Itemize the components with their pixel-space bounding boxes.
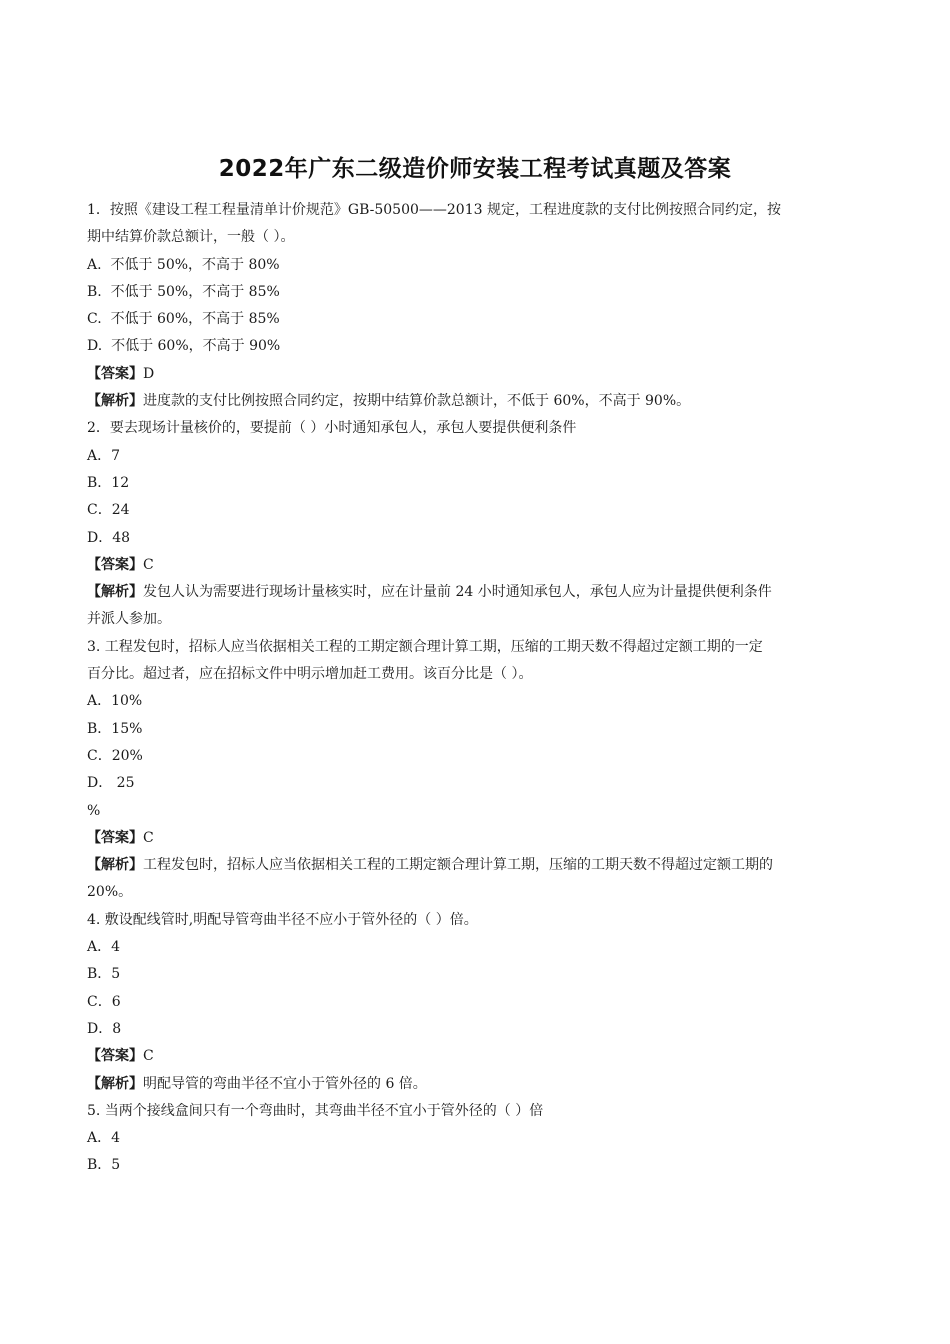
- question-4-option-b: B．5: [87, 966, 121, 983]
- question-4-answer: [87, 1043, 877, 1070]
- question-3-option-b: B．15%: [87, 720, 143, 737]
- question-1: [87, 197, 877, 415]
- question-3-option-a: A．10%: [87, 693, 143, 710]
- question-5-option-a: A．4: [87, 1130, 121, 1147]
- question-2-analysis-line-2: 并派人参加。: [87, 611, 171, 628]
- analysis-text: 进度款的支付比例按照合同约定，按期中结算价款总额计，不低于 60%，不高于 90%。: [143, 393, 691, 410]
- question-5: [87, 1098, 877, 1180]
- answer-label: 【答案】: [87, 556, 143, 573]
- question-1-option-b: B. 不低于 50%，不高于 85%: [87, 283, 280, 300]
- answer-value: D: [143, 365, 155, 382]
- question-4: [87, 907, 877, 1098]
- answer-label: 【答案】: [87, 365, 143, 382]
- question-1-stem-line-1: 1．按照《建设工程工程量清单计价规范》GB-50500——2013 规定，工程进度款的支付比例按照合同约定，按: [87, 202, 781, 218]
- analysis-text: 工程发包时，招标人应当依据相关工程的工期定额合理计算工期，压缩的工期天数不得超过定额工期的: [143, 857, 773, 874]
- analysis-label: 【解析】: [87, 393, 143, 410]
- question-4-option-a: A．4: [87, 939, 121, 956]
- question-3-option-d-tail: %: [87, 802, 101, 819]
- analysis-label: 【解析】: [87, 857, 143, 874]
- answer-value: C: [143, 1048, 154, 1065]
- question-3-analysis-line-2: 20%。: [87, 884, 133, 901]
- question-4-stem: 4. 敷设配线管时,明配导管弯曲半径不应小于管外径的（ ）倍。: [87, 911, 478, 928]
- question-4-analysis: [87, 1071, 877, 1098]
- question-1-stem-line-2: 期中结算价款总额计，一般（ ）。: [87, 229, 295, 246]
- question-2-option-c: C．24: [87, 502, 130, 519]
- question-1-answer: [87, 361, 877, 388]
- question-5-stem: 5. 当两个接线盒间只有一个弯曲时，其弯曲半径不宜小于管外径的（ ）倍: [87, 1102, 544, 1119]
- question-1-option-d: D. 不低于 60%，不高于 90%: [87, 338, 281, 355]
- question-3-option-c: C．20%: [87, 747, 143, 764]
- answer-label: 【答案】: [87, 1048, 143, 1065]
- question-2-option-b: B．12: [87, 474, 130, 491]
- answer-value: C: [143, 556, 154, 573]
- page-title: 2022年广东二级造价师安装工程考试真题及答案: [218, 156, 732, 182]
- analysis-text: 明配导管的弯曲半径不宜小于管外径的 6 倍。: [143, 1075, 427, 1092]
- question-2-answer: [87, 552, 877, 579]
- analysis-text: 发包人认为需要进行现场计量核实时，应在计量前 24 小时通知承包人，承包人应为计量提供便利条件: [143, 584, 772, 601]
- analysis-label: 【解析】: [87, 1075, 143, 1092]
- question-5-option-b: B．5: [87, 1157, 121, 1174]
- document-body: [87, 197, 877, 1180]
- question-3-answer: [87, 825, 877, 852]
- question-3-option-d: D． 25: [87, 775, 135, 792]
- answer-label: 【答案】: [87, 829, 143, 846]
- question-4-option-d: D．8: [87, 1020, 122, 1037]
- question-3: [87, 634, 877, 907]
- question-1-option-a: A. 不低于 50%，不高于 80%: [87, 256, 280, 273]
- question-2: [87, 415, 877, 633]
- question-3-analysis-line-1: [87, 852, 877, 879]
- analysis-label: 【解析】: [87, 584, 143, 601]
- question-3-stem-line-1: 3. 工程发包时，招标人应当依据相关工程的工期定额合理计算工期，压缩的工期天数不得超过定额工期的一定: [87, 638, 763, 655]
- question-1-option-c: C. 不低于 60%，不高于 85%: [87, 311, 280, 328]
- question-1-analysis: [87, 388, 877, 415]
- question-3-stem-line-2: 百分比。超过者，应在招标文件中明示增加赶工费用。该百分比是（ ）。: [87, 666, 533, 683]
- question-4-option-c: C．6: [87, 993, 121, 1010]
- question-2-option-d: D．48: [87, 529, 131, 546]
- question-2-option-a: A．7: [87, 447, 121, 464]
- question-2-stem: 2．要去现场计量核价的，要提前（ ）小时通知承包人，承包人要提供便利条件: [87, 420, 577, 437]
- answer-value: C: [143, 829, 154, 846]
- question-2-analysis-line-1: [87, 579, 877, 606]
